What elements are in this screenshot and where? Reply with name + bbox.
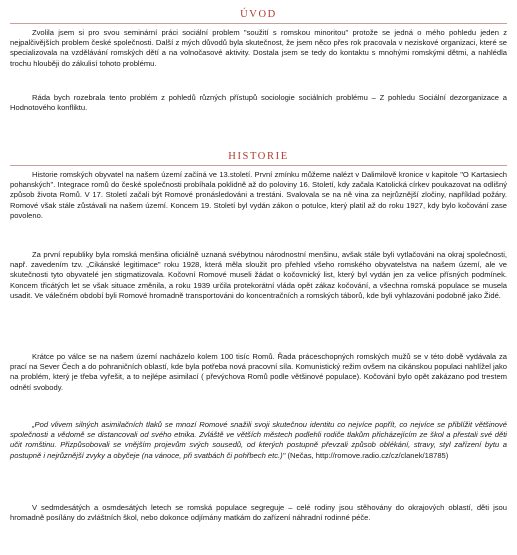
quote-text: „Pod vlivem silných asimilačních tlaků se mnozí Romové snažili svoji skutečnou identitu co nejvíce popřít, co nejvíce se přiblížit většinové společnosti a vědomě se distancovali od svého etnika. Zvláště ve větších městech podlehli rodiče tlakům přicházejícím ze škol a přestali své děti učit romštinu. Přizpůsobovali se vnějším projevům svých sousedů, od kterých postupně převzali způsob oblékání, stravy, styl zařízení bytu a postupně i nejrůznější zvyky a obyčeje (na vánoce, při svatbách či pohřbech etc.)": [10, 420, 507, 460]
quote-paragraph: [10, 420, 507, 461]
section-divider: [10, 23, 507, 24]
paragraph-historie-5: V sedmdesátých a osmdesátých letech se romská populace segreguje – celé rodiny jsou stěhovány do okrajových oblastí, děti jsou hromadně posílány do zvláštních škol, nebo dokonce odjímány matkám do zařízení náhradní rodinné péče.: [10, 503, 507, 523]
paragraph-uvod-2: Ráda bych rozebrala tento problém z pohledů různých přístupů sociologie sociálních problému – Z pohledu Sociální dezorganizace a Hodnotového konfliktu.: [10, 93, 507, 113]
paragraph-historie-1: Historie romských obyvatel na našem území začíná ve 13.století. První zmínku můžeme nalézt v Dalimilově kronice v kapitole "O Kartasiech pohanských". Integrace romů do české společnosti probíhala poklidně až do poloviny 16. Století, kdy začala Katolická církev poukazovat na odlišný způsob života Romů. V 17. Století začali být Romové pronásledováni a trestáni. Svalovala se na ně vina za nejrůznější zločiny, například požáry. Romové však stále zůstávali na našem území. Koncem 19. Století byl vydán zákon o potulce, který platil až do roku 1927, kdy bylo kočování zase povoleno.: [10, 170, 507, 220]
paragraph-historie-3: Krátce po válce se na našem území nacházelo kolem 100 tisíc Romů. Řada práceschopných romských mužů se v této době vydávala za prací na Sever Čech a do pohraničních oblastí, kde byla potřeba nová pracovní síla. Komunistický režim ovšem na cikánskou populaci nahlížel jako na problém, který je třeba vyřešit, a to nejlépe asimilací ( převýchova Romů podle většinové populace). Kočování bylo opět zakázano pod trestem odnětí svobody.: [10, 352, 507, 392]
paragraph-historie-2: Za první republiky byla romská menšina oficiálně uznaná svébytnou národnostní menšinu, avšak stále byli vytlačováni na okraj společnosti, např. zavedením tzv. „Cikánské legitimace" roku 1928, která měla sloužit pro přehled všeho romského obyvatelstva na našem území, ale ve skutečnosti tyto obyvatelé jen stigmatizovala. Kočovní Romové museli žádat o kočovnický list, který byl vydán jen za velice přísných podmínek. Koncem třicátých let se však situace změnila, a roku 1939 určila protekorátní vláda opět zákaz kočování, a všechna romská populace se musela usadit. Ve válečném období byli Romové hromadně transportováni do koncentračních a romských táborů, kde byli vyhlazováni podobně jako Židé.: [10, 250, 507, 300]
section-title-historie: HISTORIE: [228, 151, 289, 162]
paragraph-uvod-1: Zvolila jsem si pro svou seminární práci sociální problem "soužití s romskou minoritou" protože se jedná o mého pohledu jeden z nejpalčivějších problem české společnosti. Další z mých důvodů byla skutečnost, že jsem něco přes rok pracovala v neziskové organizaci, které se specializovala na vzdělávání romských dětí a na volnočasové aktivity. Dostala jsem se tedy do kontaktu s mnohými romskými dětmi, a nahlédla trochu hlouběji do zákulisí tohoto problému.: [10, 28, 507, 68]
quote-source: (Nečas, http://romove.radio.cz/cz/clanek/18785): [287, 450, 449, 460]
section-title-uvod: ÚVOD: [240, 9, 277, 20]
section-divider: [10, 165, 507, 166]
